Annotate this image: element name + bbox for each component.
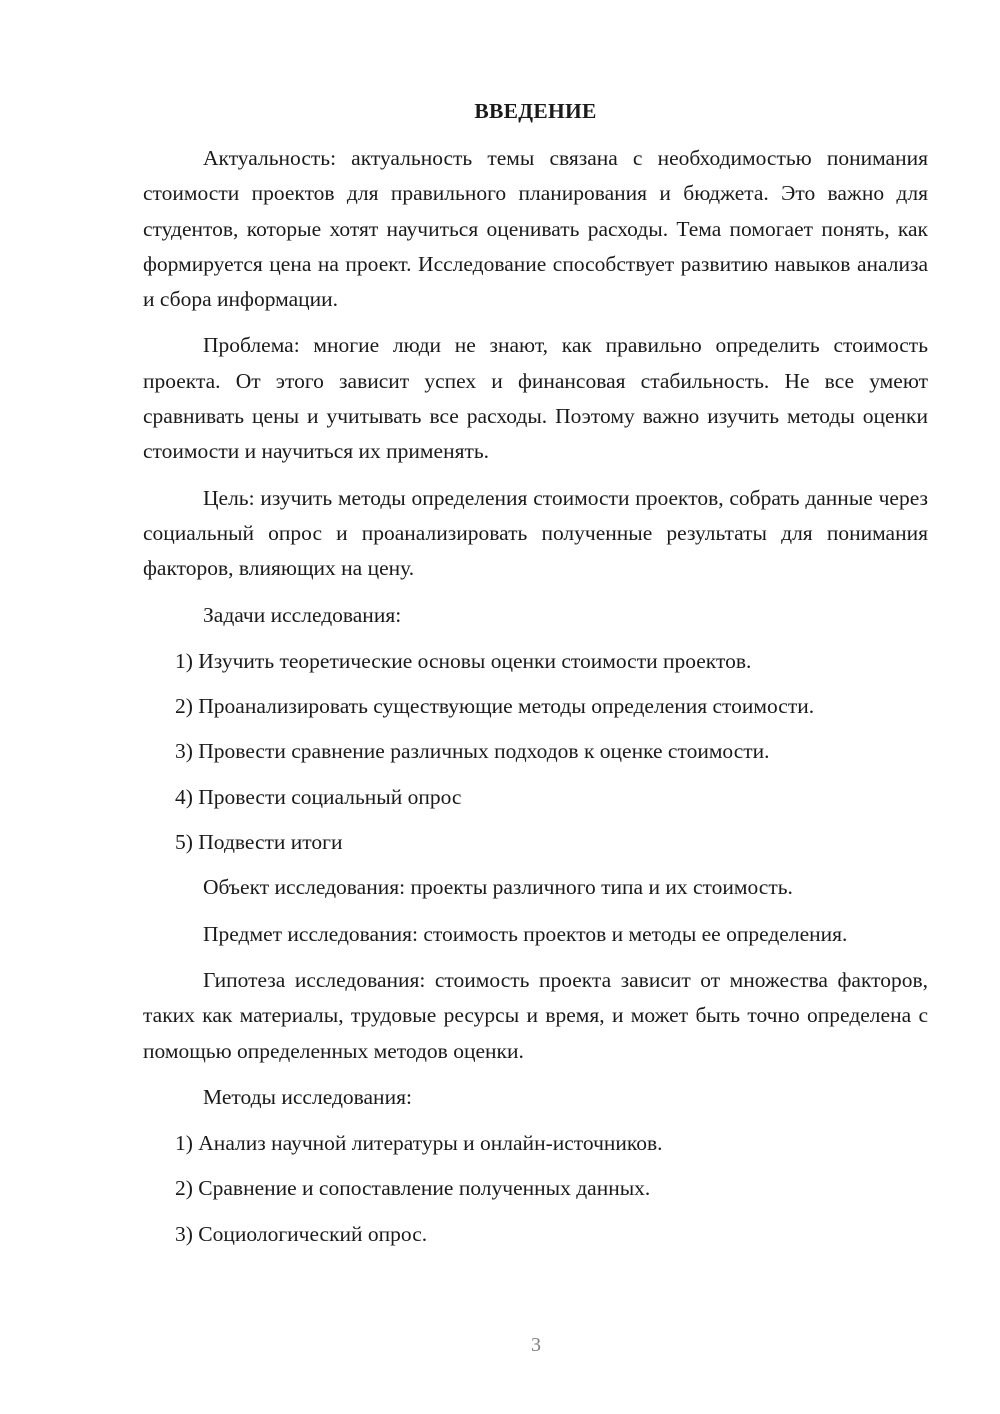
list-item: 1) Изучить теоретические основы оценки стоимости проектов. xyxy=(175,648,752,673)
list-item: 3) Социологический опрос. xyxy=(175,1221,428,1246)
list-item: 2) Сравнение и сопоставление полученных данных. xyxy=(175,1176,651,1201)
list-item: 1) Анализ научной литературы и онлайн-источников. xyxy=(175,1131,663,1156)
page-title: ВВЕДЕНИЕ xyxy=(474,99,597,123)
list-item: 3) Провести сравнение различных подходов к оценке стоимости. xyxy=(175,739,770,764)
object-paragraph: Объект исследования: проекты различного типа и их стоимость. xyxy=(203,875,793,900)
methods-heading: Методы исследования: xyxy=(203,1084,412,1109)
list-item: 5) Подвести итоги xyxy=(175,830,343,855)
document-page xyxy=(143,96,928,1262)
tasks-list xyxy=(143,644,928,860)
problem-paragraph: Проблема: многие люди не знают, как правильно определить стоимость проекта. От этого зависит успех и финансовая стабильность. Не все умеют сравнивать цены и учитывать все расходы. Поэтому важно изучить методы оценки стоимости и научиться их применять. xyxy=(143,333,928,464)
list-item: 2) Проанализировать существующие методы определения стоимости. xyxy=(175,694,815,719)
goal-paragraph: Цель: изучить методы определения стоимости проектов, собрать данные через социальный опрос и проанализировать полученные результаты для понимания факторов, влияющих на цену. xyxy=(143,485,928,581)
relevance-paragraph: Актуальность: актуальность темы связана с необходимостью понимания стоимости проектов для правильного планирования и бюджета. Это важно для студентов, которые хотят научиться оценивать расходы. Тема помогает понять, как формируется цена на проект. Исследование способствует развитию навыков анализа и сбора информации. xyxy=(143,146,928,312)
list-item: 4) Провести социальный опрос xyxy=(175,784,462,809)
hypothesis-paragraph: Гипотеза исследования: стоимость проекта зависит от множества факторов, таких как материалы, трудовые ресурсы и время, и может быть точно определена с помощью определенных методов оценки. xyxy=(143,967,928,1063)
tasks-heading: Задачи исследования: xyxy=(203,602,402,627)
page-number: 3 xyxy=(531,1334,541,1356)
methods-list xyxy=(143,1126,928,1252)
subject-paragraph: Предмет исследования: стоимость проектов и методы ее определения. xyxy=(203,921,848,946)
